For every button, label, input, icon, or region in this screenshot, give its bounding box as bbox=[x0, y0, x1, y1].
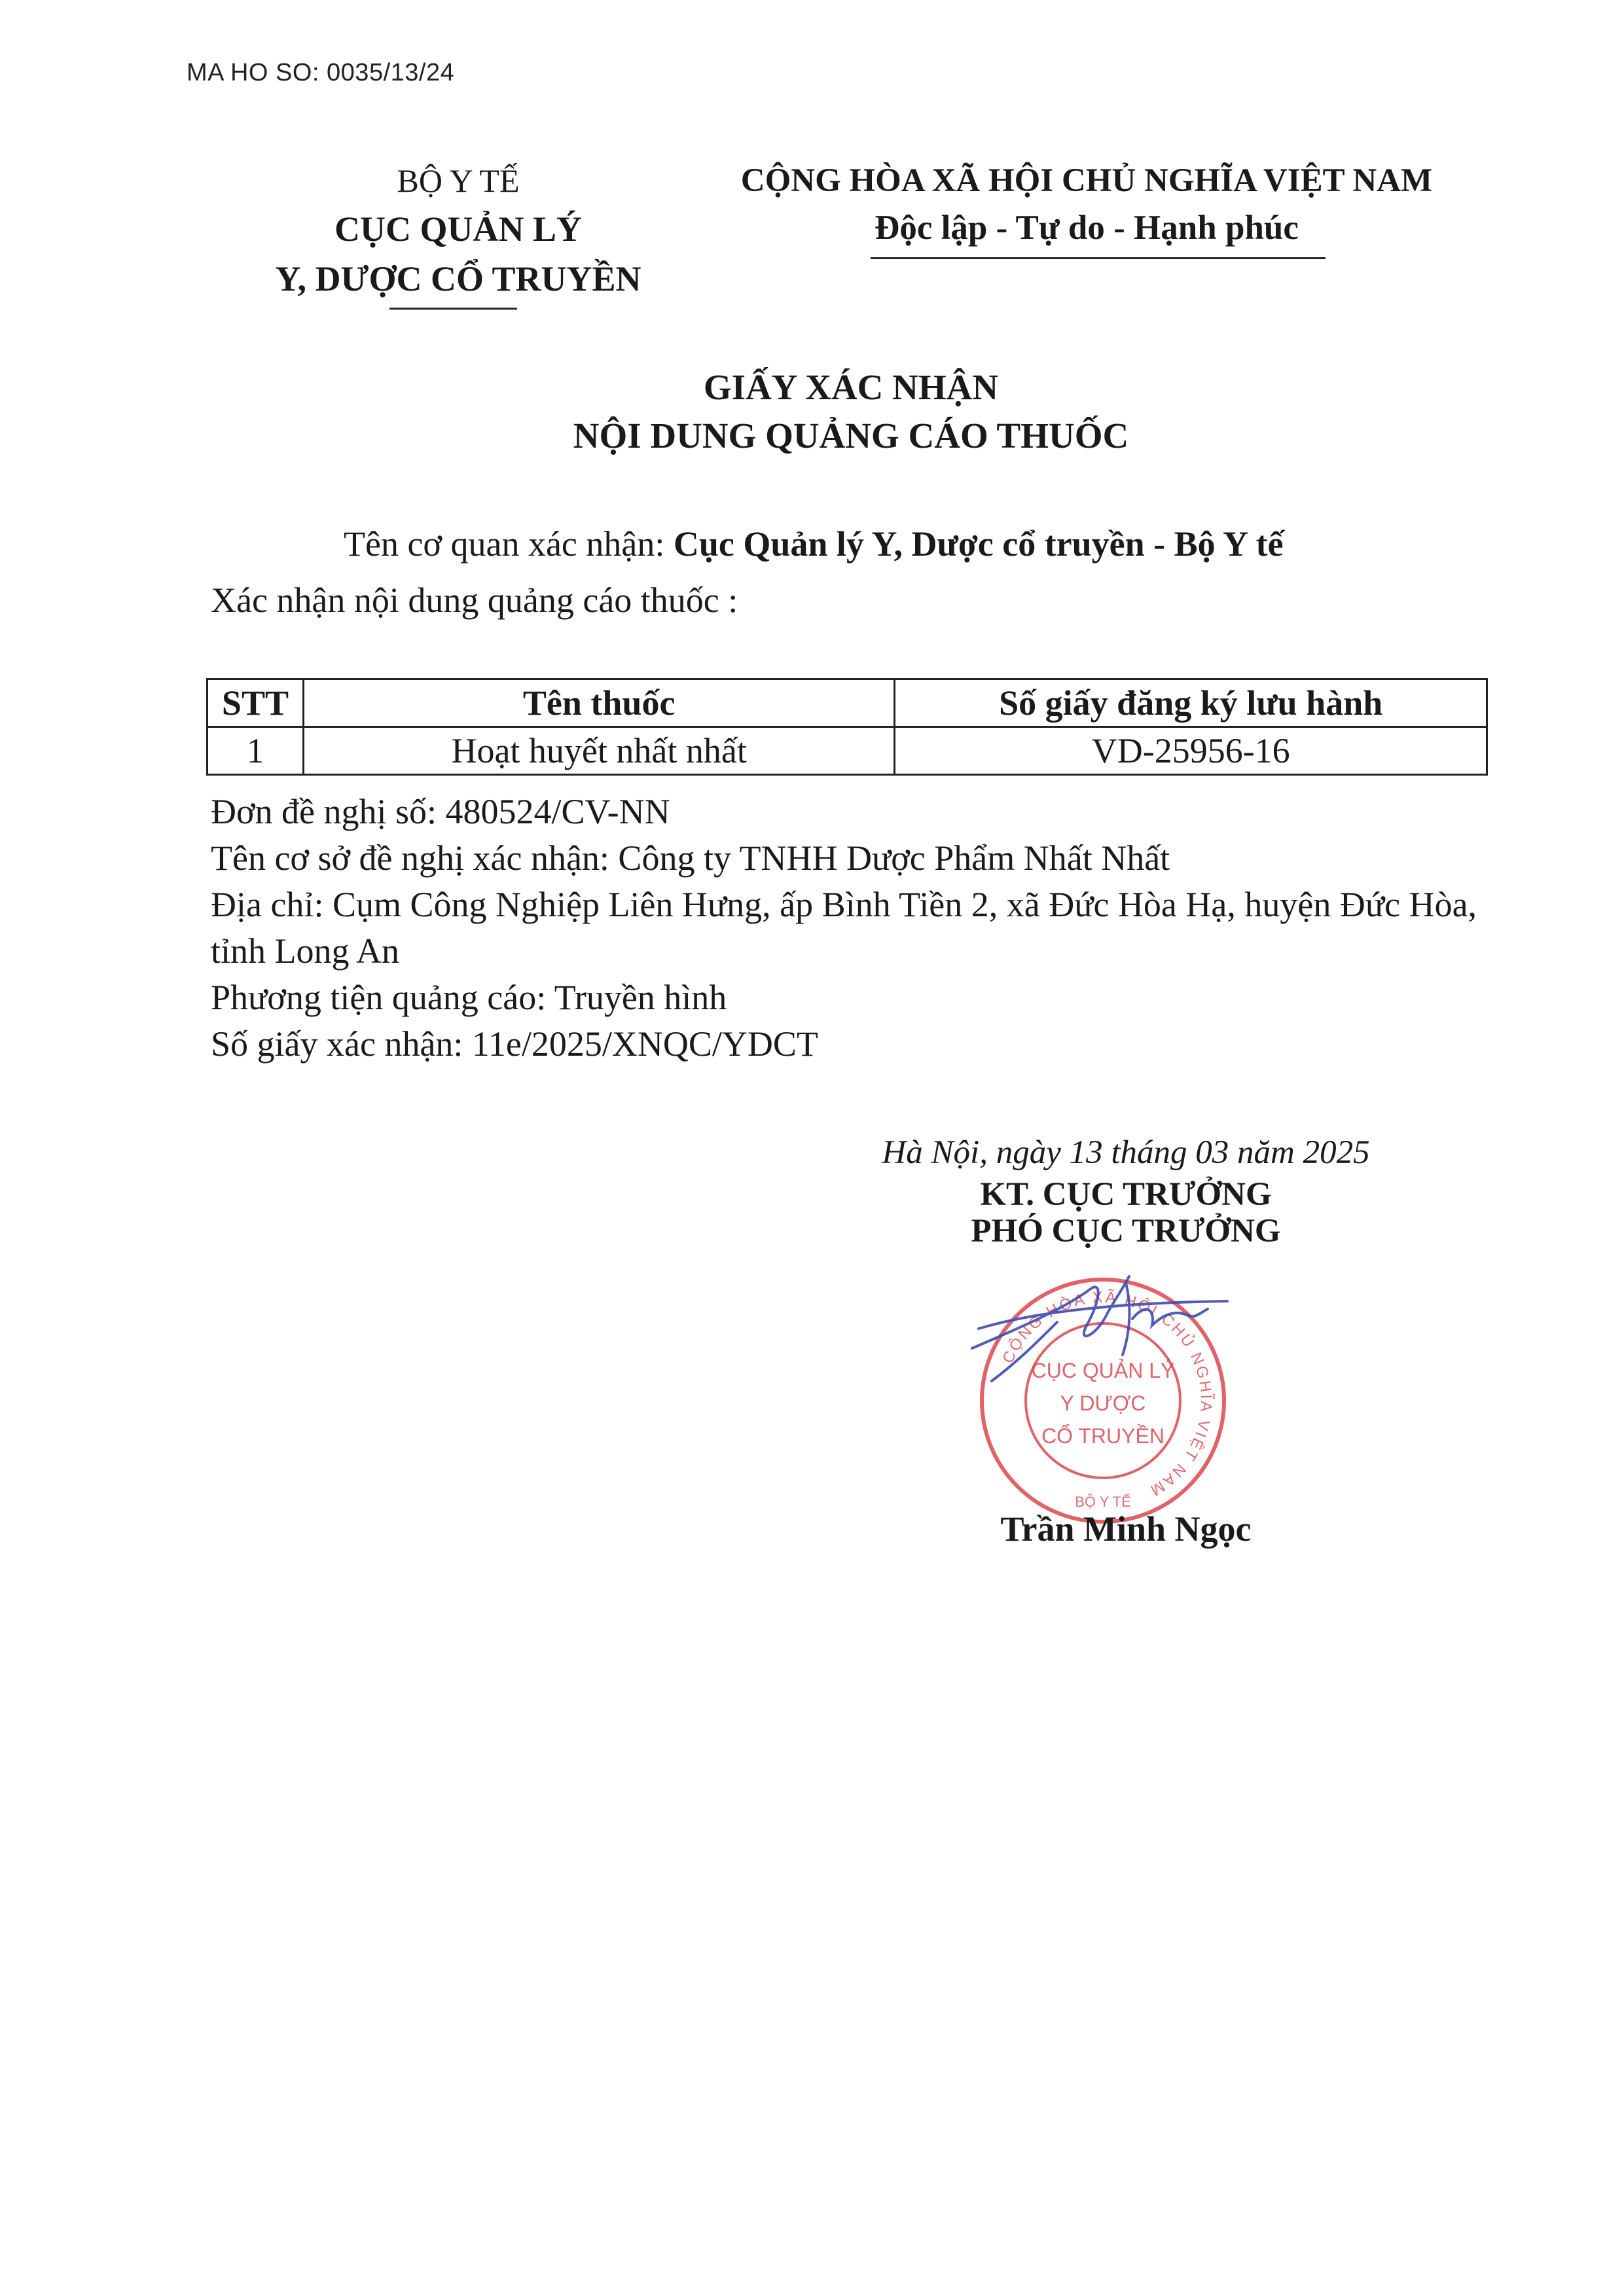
column-header-index: STT bbox=[208, 679, 304, 727]
issuing-authority bbox=[249, 157, 668, 304]
confirming-agency bbox=[344, 524, 1284, 564]
request-details bbox=[211, 789, 1494, 1067]
facility-address: Địa chỉ: Cụm Công Nghiệp Liên Hưng, ấp Bình Tiền 2, xã Đức Hòa Hạ, huyện Đức Hòa, tỉnh Long An bbox=[211, 885, 1477, 971]
table-row bbox=[208, 727, 1487, 775]
agency-value: Cục Quản lý Y, Dược cổ truyền - Bộ Y tế bbox=[673, 524, 1284, 564]
request-number: Đơn đề nghị số: 480524/CV-NN bbox=[211, 792, 670, 831]
title-line2: NỘI DUNG QUẢNG CÁO THUỐC bbox=[573, 416, 1129, 456]
confirm-intro: Xác nhận nội dung quảng cáo thuốc : bbox=[211, 581, 738, 620]
country-name: CỘNG HÒA XÃ HỘI CHỦ NGHĨA VIỆT NAM bbox=[740, 162, 1433, 199]
column-header-drug-name: Tên thuốc bbox=[303, 679, 895, 727]
advertising-media: Phương tiện quảng cáo: Truyền hình bbox=[211, 978, 727, 1017]
cell-index: 1 bbox=[208, 727, 304, 775]
stamp-ring-text: CỘNG HÒA XÃ HỘI CHỦ NGHĨA VIỆT NAM bbox=[999, 1288, 1216, 1500]
requesting-facility: Tên cơ sở đề nghị xác nhận: Công ty TNHH Dược Phẩm Nhất Nhất bbox=[211, 838, 1170, 878]
department-underline bbox=[389, 308, 517, 310]
signer-name: Trần Minh Ngọc bbox=[1000, 1509, 1252, 1549]
stamp-bottom-text: BỘ Y TẾ bbox=[1075, 1494, 1131, 1510]
table-header-row bbox=[208, 679, 1487, 727]
signer-title-2: PHÓ CỤC TRƯỞNG bbox=[971, 1213, 1281, 1249]
drug-table bbox=[206, 678, 1488, 776]
stamp-inner-line3: CỔ TRUYỀN bbox=[1041, 1424, 1164, 1448]
official-stamp-icon bbox=[965, 1263, 1240, 1538]
file-code: MA HO SO: 0035/13/24 bbox=[187, 59, 455, 86]
document-title bbox=[262, 363, 1440, 460]
motto-underline bbox=[871, 257, 1326, 259]
certificate-number: Số giấy xác nhận: 11e/2025/XNQC/YDCT bbox=[211, 1024, 818, 1064]
sign-date: Hà Nội, ngày 13 tháng 03 năm 2025 bbox=[882, 1134, 1370, 1171]
cell-registration-no: VD-25956-16 bbox=[895, 727, 1487, 775]
stamp-inner-line2: Y DƯỢC bbox=[1060, 1391, 1146, 1415]
column-header-registration-no: Số giấy đăng ký lưu hành bbox=[895, 679, 1487, 727]
cell-drug-name: Hoạt huyết nhất nhất bbox=[303, 727, 895, 775]
signer-title-1: KT. CỤC TRƯỞNG bbox=[980, 1176, 1272, 1213]
national-header bbox=[707, 157, 1466, 251]
national-motto: Độc lập - Tự do - Hạnh phúc bbox=[875, 209, 1299, 247]
signature-block bbox=[753, 1129, 1499, 1249]
stamp-inner-line1: CỤC QUẢN LÝ bbox=[1031, 1359, 1175, 1382]
department-name-line1: CỤC QUẢN LÝ bbox=[334, 209, 582, 249]
department-name-line2: Y, DƯỢC CỔ TRUYỀN bbox=[275, 259, 641, 298]
ministry-name: BỘ Y TẾ bbox=[397, 162, 520, 199]
title-line1: GIẤY XÁC NHẬN bbox=[703, 367, 999, 407]
agency-label: Tên cơ quan xác nhận: bbox=[344, 524, 674, 564]
